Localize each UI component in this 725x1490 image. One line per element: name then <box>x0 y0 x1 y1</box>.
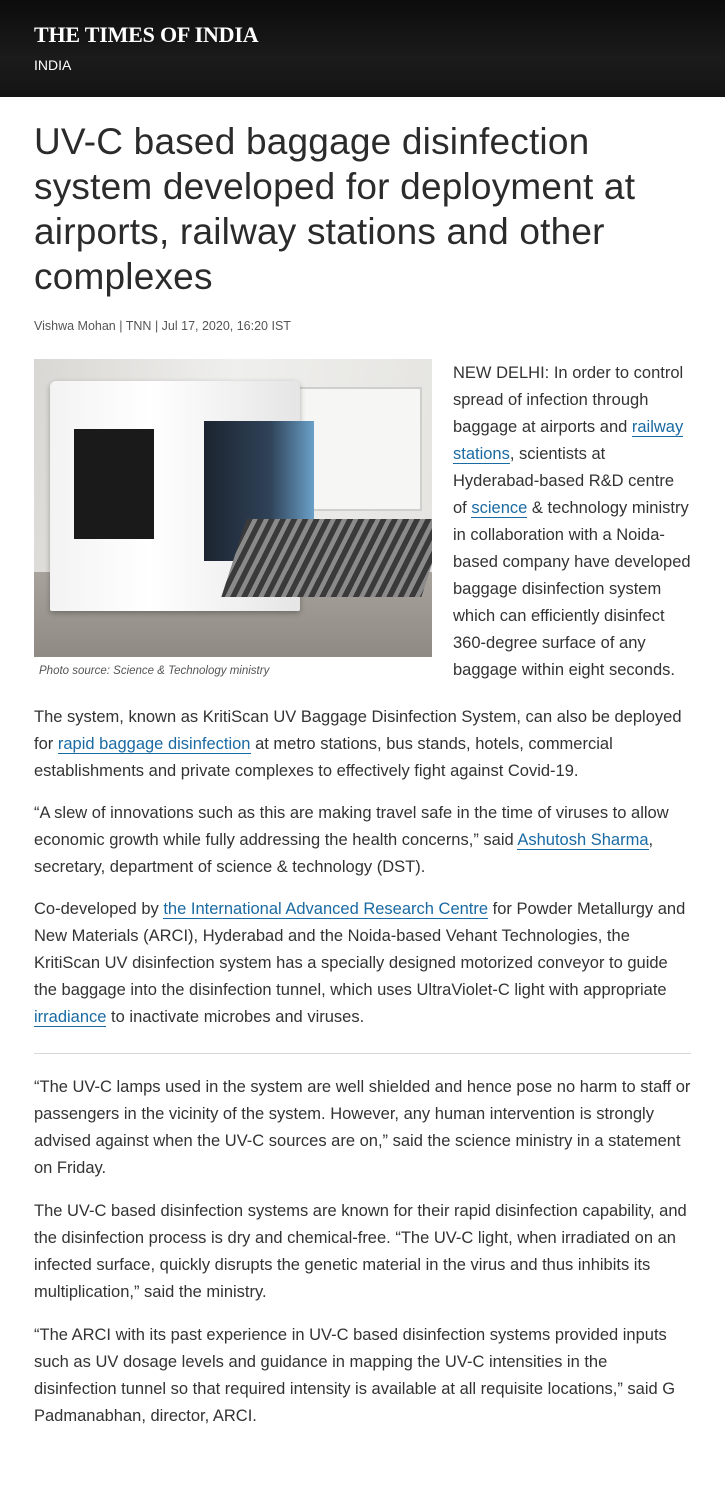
paragraph-6: The UV-C based disinfection systems are known for their rapid disinfection capability, and the disinfection process is dry and chemical-free. “The UV-C light, when irradiated on an infected surface, quickly disrupts the genetic material in the virus and thus inhibits its multiplication,” said the ministry. <box>34 1202 687 1301</box>
publish-date: Jul 17, 2020, 16:20 IST <box>161 319 291 333</box>
byline-separator: | <box>154 319 159 333</box>
paragraph-7: “The ARCI with its past experience in UV-C based disinfection systems provided inputs such as UV dosage levels and guidance in mapping the UV-C intensities in the disinfection tunnel so that required intensity is available at all requisite locations,” said G Padmanabhan, director, ARCI. <box>34 1326 676 1425</box>
baggage-disinfection-machine-photo[interactable] <box>34 359 432 657</box>
paragraph-4: Co-developed by the International Advanced Research Centre for Powder Metallurgy and New Materials (ARCI), Hyderabad and the Noida-based Vehant Technologies, the KritiScan UV disinfection system has a specially designed motorized conveyor to guide the baggage into the disinfection tunnel, which uses UltraViolet-C light with appropriate irradiance to inactivate microbes and viruses. <box>34 900 686 1026</box>
author-name[interactable]: Vishwa Mohan <box>34 319 116 333</box>
link-railway-stations[interactable]: railway stations <box>453 418 684 463</box>
paragraph-2: The system, known as KritiScan UV Baggage Disinfection System, can also be deployed for rapid baggage disinfection at metro stations, bus stands, hotels, commercial establishments and private complexes to effectively fight against Covid-19. <box>34 708 682 780</box>
link-irradiance[interactable]: irradiance <box>34 1008 107 1026</box>
photo-caption: Photo source: Science & Technology ministry <box>39 665 270 677</box>
link-science[interactable]: science <box>471 499 528 517</box>
lead-section <box>34 359 691 684</box>
link-ashutosh-sharma[interactable]: Ashutosh Sharma <box>517 831 649 849</box>
paragraph-5: “The UV-C lamps used in the system are well shielded and hence pose no harm to staff or passengers in the vicinity of the system. However, any human intervention is strongly advised against when the UV-C sources are on,” said the science ministry in a statement on Friday. <box>34 1078 691 1177</box>
brand-logo[interactable]: THE TIMES OF INDIA <box>34 22 259 47</box>
paragraph-1: NEW DELHI: In order to control spread of infection through baggage at airports and railway stations, scientists at Hyderabad-based R&D centre of science & technology ministry in collaboration with a Noida-based company have developed baggage disinfection system which can efficiently disinfect 360-degree surface of any baggage within eight seconds. <box>453 364 691 679</box>
paragraph-3: “A slew of innovations such as this are making travel safe in the time of viruses to allow economic growth while fully addressing the health concerns,” said Ashutosh Sharma, secretary, department of science & technology (DST). <box>34 804 669 876</box>
article <box>0 119 725 1430</box>
section-label[interactable]: INDIA <box>34 57 72 73</box>
byline <box>34 319 691 333</box>
link-international-advanced-research-centre[interactable]: the International Advanced Research Centre <box>163 900 489 918</box>
byline-separator: | <box>119 319 123 333</box>
link-rapid-baggage-disinfection[interactable]: rapid baggage disinfection <box>57 735 251 753</box>
article-title: UV-C based baggage disinfection system developed for deployment at airports, railway stations and other complexes <box>34 121 636 297</box>
content-divider <box>34 1053 691 1054</box>
source-name: TNN <box>125 319 152 333</box>
article-figure <box>34 359 432 684</box>
masthead <box>0 0 725 97</box>
